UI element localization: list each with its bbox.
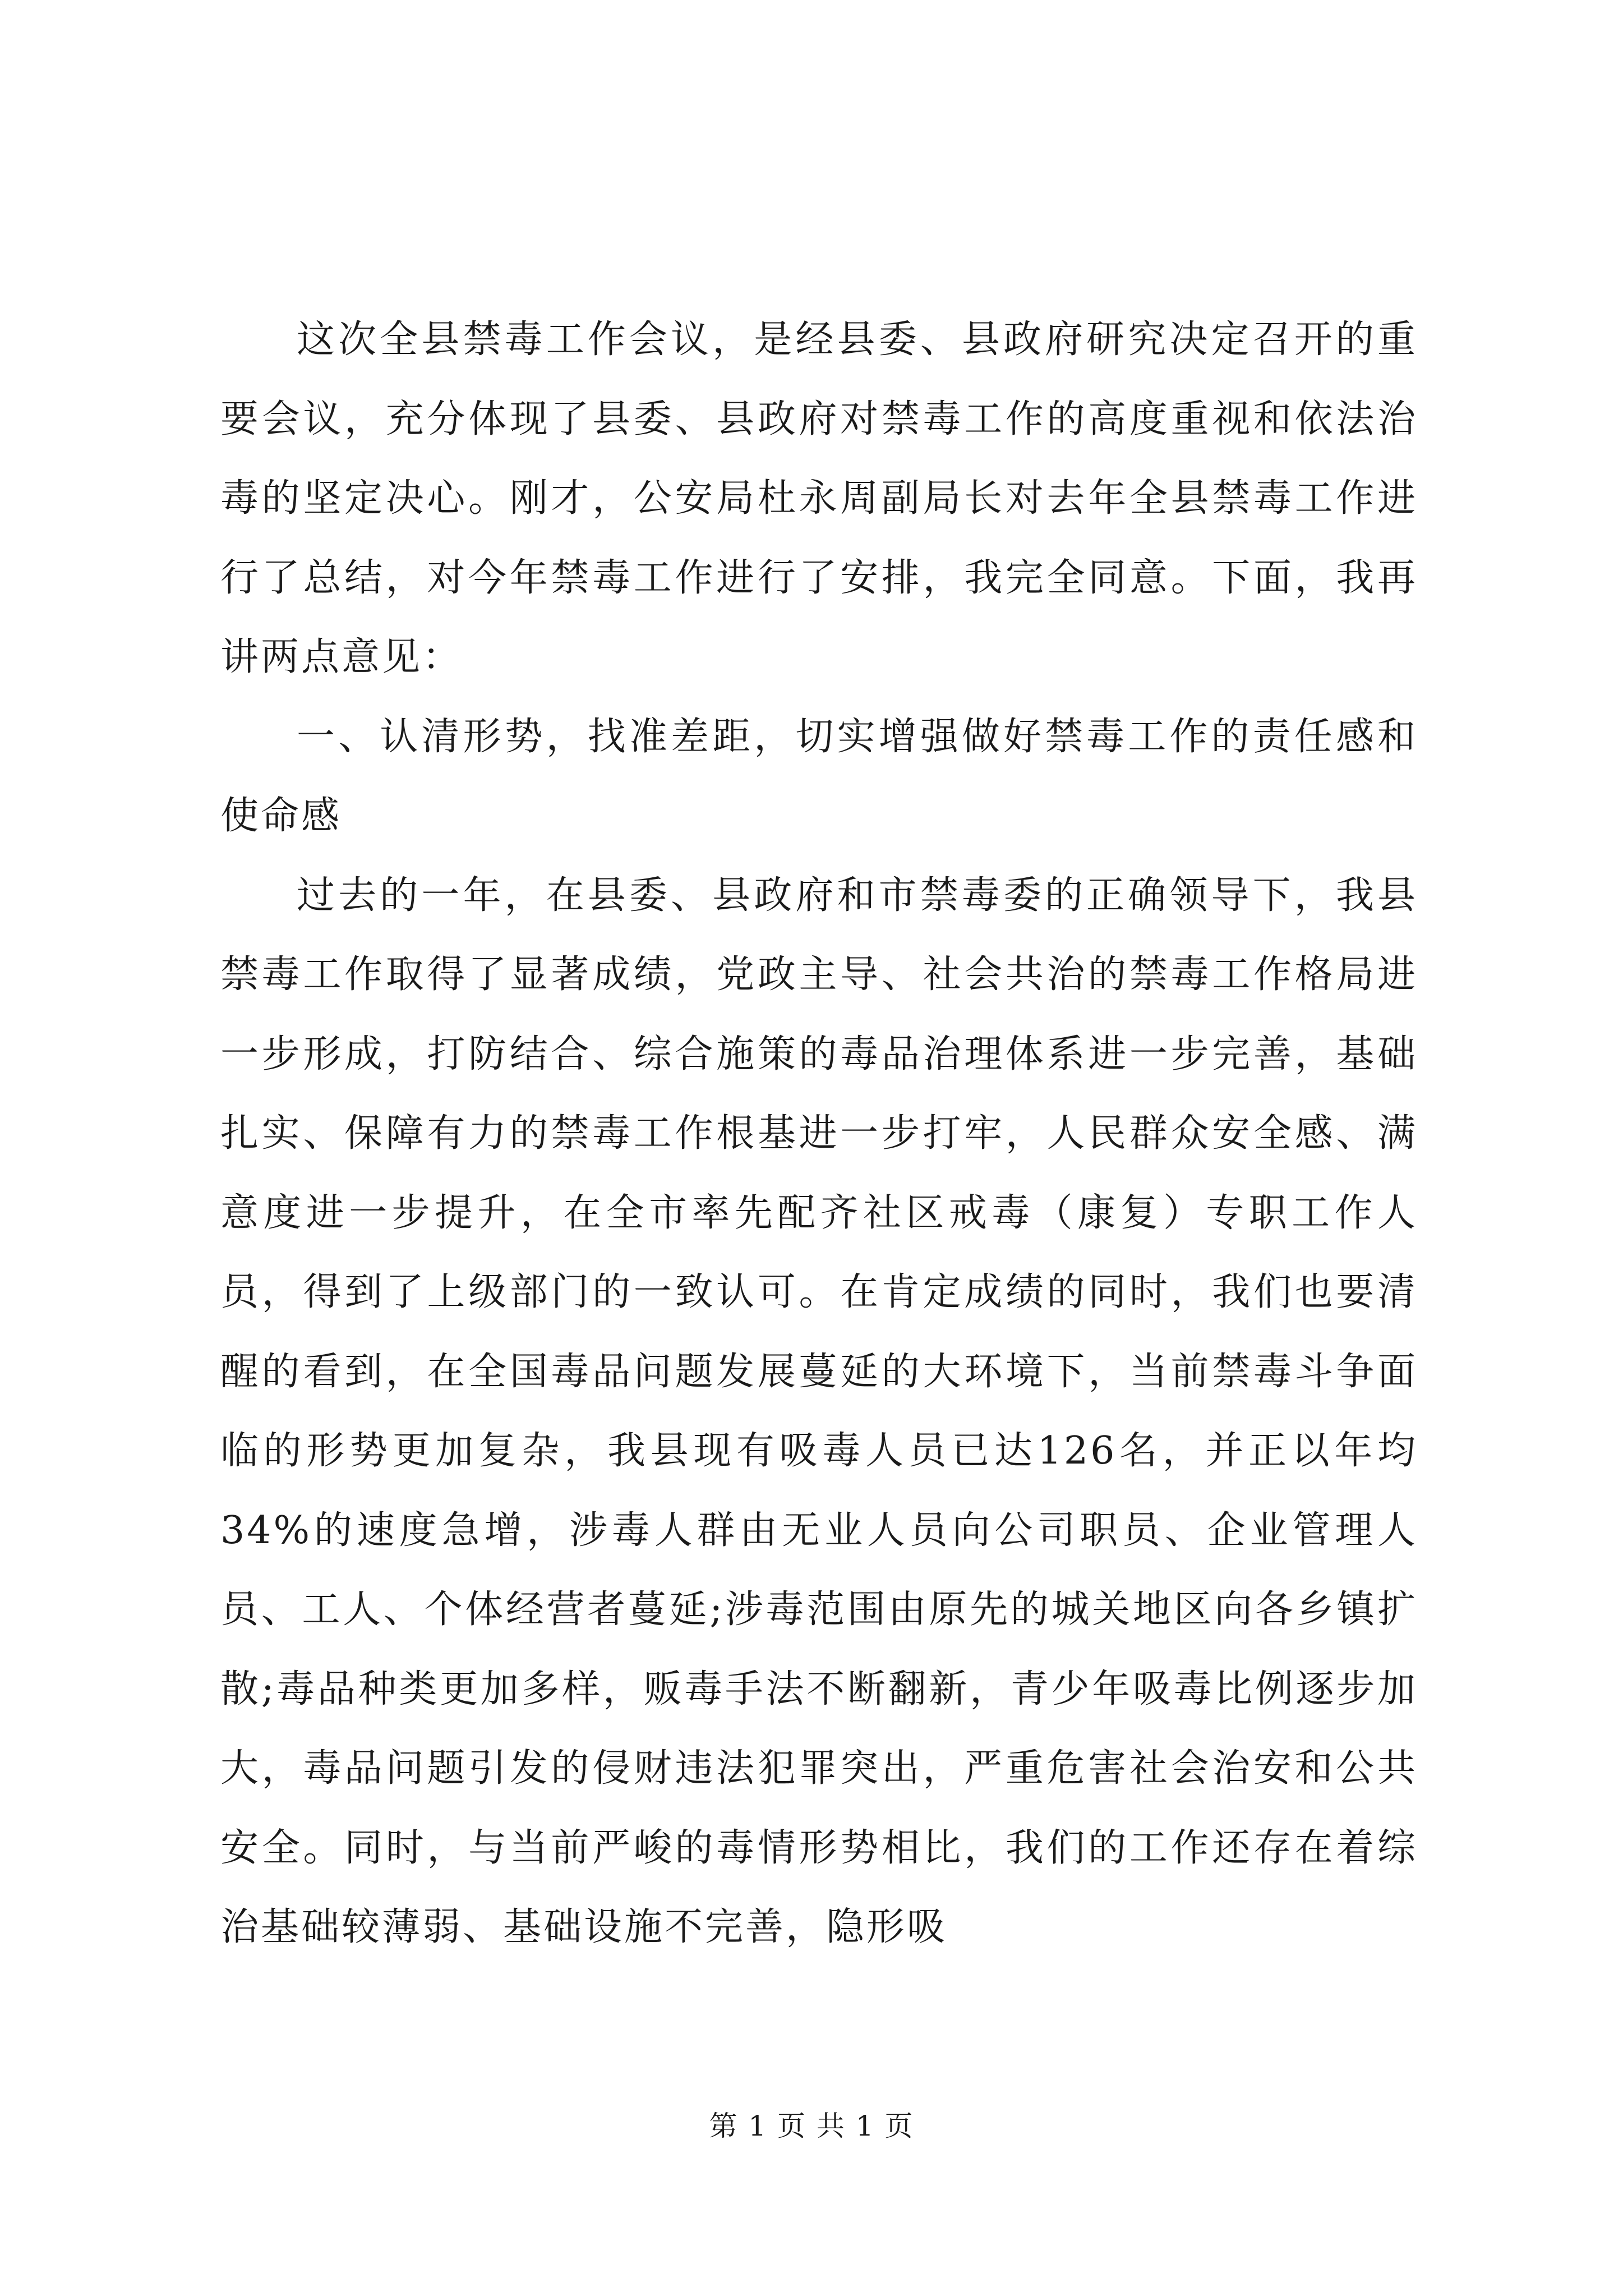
paragraph-intro: 这次全县禁毒工作会议，是经县委、县政府研究决定召开的重要会议，充分体现了县委、县政府对禁毒工作的高度重视和依法治毒的坚定决心。刚才，公安局杜永周副局长对去年全县禁毒工作进行了总结，对今年禁毒工作进行了安排，我完全同意。下面，我再讲两点意见： xyxy=(220,318,1418,679)
page-footer: 第 1 页 共 1 页 xyxy=(709,2110,914,2142)
section-heading: 一、认清形势，找准差距，切实增强做好禁毒工作的责任感和使命感 xyxy=(220,714,1418,838)
paragraph-situation: 过去的一年，在县委、县政府和市禁毒委的正确领导下，我县禁毒工作取得了显著成绩，党政主导、社会共治的禁毒工作格局进一步形成，打防结合、综合施策的毒品治理体系进一步完善，基础扎实、保障有力的禁毒工作根基进一步打牢，人民群众安全感、满意度进一步提升，在全市率先配齐社区戒毒（康复）专职工作人员，得到了上级部门的一致认可。在肯定成绩的同时，我们也要清醒的看到，在全国毒品问题发展蔓延的大环境下，当前禁毒斗争面临的形势更加复杂，我县现有吸毒人员已达126名，并正以年均34%的速度急增，涉毒人群由无业人员向公司职员、企业管理人员、工人、个体经营者蔓延;涉毒范围由原先的城关地区向各乡镇扩散;毒品种类更加多样，贩毒手法不断翻新，青少年吸毒比例逐步加大，毒品问题引发的侵财违法犯罪突出，严重危害社会治安和公共安全。同时，与当前严峻的毒情形势相比，我们的工作还存在着综治基础较薄弱、基础设施不完善，隐形吸 xyxy=(220,873,1418,1949)
document-body xyxy=(220,300,1418,1967)
